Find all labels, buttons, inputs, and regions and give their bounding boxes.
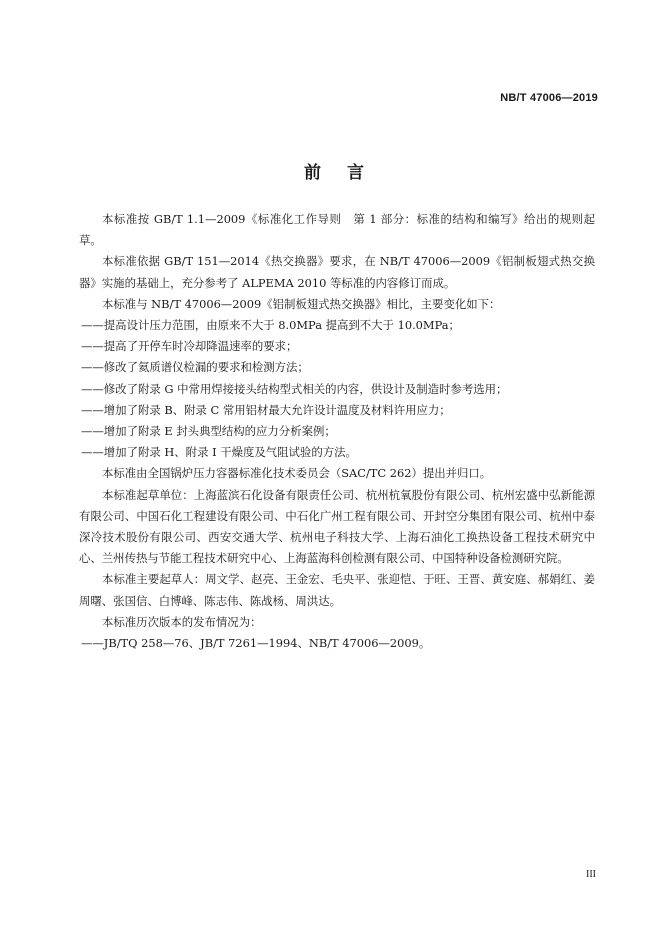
change-item: ——提高了开停车时冷却降温速率的要求； [81,339,298,354]
paragraph-drafting-rules: 本标准按 GB/T 1.1—2009《标准化工作导则 第 1 部分：标准的结构和编写》给出的规则起草。 [79,212,595,248]
paragraph-drafters: 本标准主要起草人：周文学、赵亮、王金宏、毛央平、张迎恺、于旺、王晋、黄安庭、郝娟红、姜周曙、张国信、白博峰、陈志伟、陈战杨、周洪达。 [79,572,595,608]
paragraph-committee: 本标准由全国锅炉压力容器标准化技术委员会（SAC/TC 262）提出并归口。 [102,466,492,481]
paragraph-history-intro: 本标准历次版本的发布情况为： [102,614,262,629]
history-versions: ——JB/TQ 258—76、JB/T 7261—1994、NB/T 47006—2009。 [81,636,431,651]
standard-number: NB/T 47006—2019 [500,92,598,104]
paragraph-drafting-units: 本标准起草单位：上海蓝滨石化设备有限责任公司、杭州杭氧股份有限公司、杭州宏盛中弘新能源有限公司、中国石化工程建设有限公司、中石化广州工程有限公司、开封空分集团有限公司、杭州中泰深冷技术股份有限公司、西安交通大学、杭州电子科技大学、上海石油化工换热设备工程技术研究中心、兰州传热与节能工程技术研究中心、上海蓝海科创检测有限公司、中国特种设备检测研究院。 [79,487,595,566]
paragraph-changes-intro: 本标准与 NB/T 47006—2009《铝制板翅式热交换器》相比，主要变化如下： [102,296,501,311]
page-number: III [586,869,596,880]
change-item: ——增加了附录 H、附录 I 干燥度及气阻试验的方法。 [81,445,357,460]
change-item: ——提高设计压力范围，由原来不大于 8.0MPa 提高到不大于 10.0MPa； [81,318,460,333]
change-item: ——增加了附录 E 封头典型结构的应力分析案例； [81,424,336,439]
paragraph-basis: 本标准依据 GB/T 151—2014《热交换器》要求，在 NB/T 47006—2009《铝制板翅式热交换器》实施的基础上，充分参考了 ALPEMA 2010 等标准的内容修订而成。 [79,254,595,290]
change-item: ——修改了附录 G 中常用焊接接头结构型式相关的内容，供设计及制造时参考选用； [81,381,508,396]
change-item: ——修改了氦质谱仪检漏的要求和检测方法； [81,360,309,375]
page-title: 前言 [304,163,390,183]
foreword-body [79,209,595,654]
change-item: ——增加了附录 B、附录 C 常用铝材最大允许设计温度及材料许用应力； [81,402,451,417]
